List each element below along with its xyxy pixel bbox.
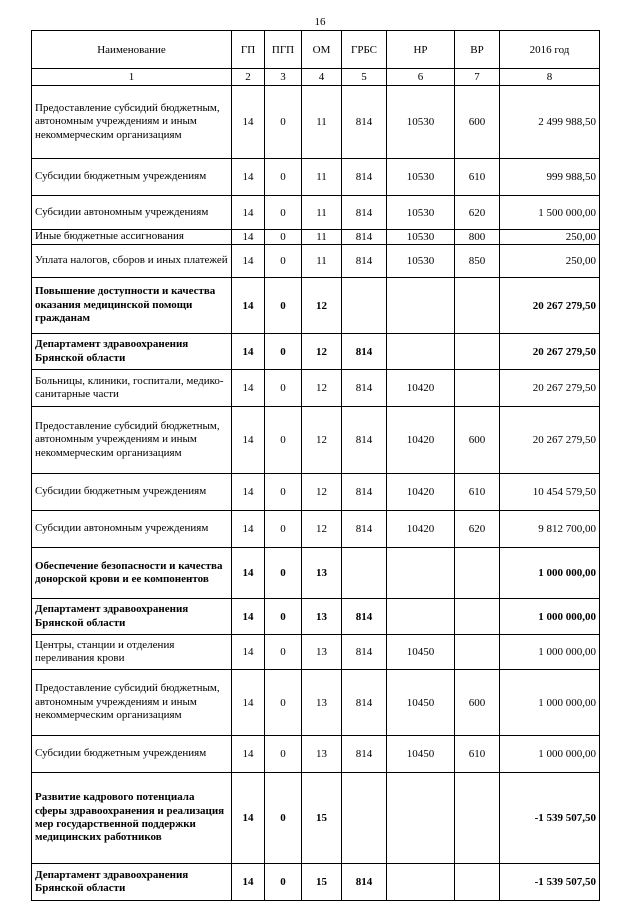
cell-grbs — [342, 278, 387, 334]
header-vr: ВР — [455, 31, 500, 69]
cell-amount: 999 988,50 — [500, 159, 600, 196]
cell-om: 13 — [302, 548, 342, 599]
cell-name: Департамент здравоохранения Брянской области — [32, 864, 232, 901]
cell-om: 11 — [302, 230, 342, 245]
cell-nr: 10420 — [387, 370, 455, 407]
cell-pgp: 0 — [265, 670, 302, 736]
column-number: 1 — [32, 69, 232, 86]
cell-nr — [387, 334, 455, 370]
cell-nr — [387, 278, 455, 334]
cell-nr: 10530 — [387, 230, 455, 245]
table-row — [32, 511, 600, 548]
cell-pgp: 0 — [265, 511, 302, 548]
table-row — [32, 230, 600, 245]
cell-pgp: 0 — [265, 599, 302, 635]
header-om: ОМ — [302, 31, 342, 69]
cell-nr: 10420 — [387, 511, 455, 548]
table-row — [32, 334, 600, 370]
cell-vr: 800 — [455, 230, 500, 245]
column-number: 5 — [342, 69, 387, 86]
cell-grbs: 814 — [342, 245, 387, 278]
cell-vr — [455, 278, 500, 334]
table-row — [32, 635, 600, 670]
cell-vr: 620 — [455, 196, 500, 230]
table-row — [32, 548, 600, 599]
cell-pgp: 0 — [265, 230, 302, 245]
table-row — [32, 864, 600, 901]
cell-name: Развитие кадрового потенциала сферы здравоохранения и реализация мер государственной поддержки медицинских работников — [32, 773, 232, 864]
cell-name: Департамент здравоохранения Брянской области — [32, 334, 232, 370]
cell-amount: 9 812 700,00 — [500, 511, 600, 548]
cell-amount: -1 539 507,50 — [500, 864, 600, 901]
cell-nr — [387, 548, 455, 599]
cell-vr: 600 — [455, 407, 500, 474]
cell-nr: 10450 — [387, 635, 455, 670]
table-row — [32, 196, 600, 230]
cell-om: 11 — [302, 159, 342, 196]
header-nr: НР — [387, 31, 455, 69]
cell-name: Обеспечение безопасности и качества донорской крови и ее компонентов — [32, 548, 232, 599]
cell-name: Больницы, клиники, госпитали, медико-санитарные части — [32, 370, 232, 407]
cell-grbs: 814 — [342, 159, 387, 196]
cell-amount: 20 267 279,50 — [500, 278, 600, 334]
table-row — [32, 736, 600, 773]
cell-om: 12 — [302, 407, 342, 474]
cell-grbs: 814 — [342, 864, 387, 901]
cell-amount: 10 454 579,50 — [500, 474, 600, 511]
cell-gp: 14 — [232, 159, 265, 196]
cell-om: 11 — [302, 86, 342, 159]
cell-pgp: 0 — [265, 278, 302, 334]
page-number: 16 — [314, 16, 326, 28]
cell-grbs: 814 — [342, 334, 387, 370]
table-row — [32, 474, 600, 511]
table-body — [32, 86, 600, 901]
cell-om: 13 — [302, 599, 342, 635]
cell-grbs: 814 — [342, 86, 387, 159]
cell-name: Уплата налогов, сборов и иных платежей — [32, 245, 232, 278]
table-row — [32, 773, 600, 864]
cell-gp: 14 — [232, 864, 265, 901]
cell-amount: 2 499 988,50 — [500, 86, 600, 159]
cell-pgp: 0 — [265, 407, 302, 474]
cell-vr — [455, 334, 500, 370]
table-row — [32, 278, 600, 334]
cell-grbs: 814 — [342, 370, 387, 407]
table-row — [32, 670, 600, 736]
cell-pgp: 0 — [265, 474, 302, 511]
column-number-row — [32, 69, 600, 86]
cell-amount: -1 539 507,50 — [500, 773, 600, 864]
cell-grbs: 814 — [342, 196, 387, 230]
cell-om: 12 — [302, 511, 342, 548]
cell-om: 12 — [302, 278, 342, 334]
cell-name: Предоставление субсидий бюджетным, автономным учреждениям и иным некоммерческим организациям — [32, 407, 232, 474]
cell-pgp: 0 — [265, 370, 302, 407]
cell-nr: 10450 — [387, 736, 455, 773]
cell-pgp: 0 — [265, 334, 302, 370]
column-number: 6 — [387, 69, 455, 86]
table-row — [32, 599, 600, 635]
cell-name: Департамент здравоохранения Брянской области — [32, 599, 232, 635]
cell-gp: 14 — [232, 86, 265, 159]
cell-vr: 610 — [455, 474, 500, 511]
budget-table — [31, 30, 600, 901]
table-row — [32, 370, 600, 407]
table-row — [32, 245, 600, 278]
header-year: 2016 год — [500, 31, 600, 69]
cell-name: Субсидии автономным учреждениям — [32, 196, 232, 230]
cell-grbs: 814 — [342, 474, 387, 511]
cell-om: 15 — [302, 773, 342, 864]
cell-om: 15 — [302, 864, 342, 901]
cell-nr — [387, 599, 455, 635]
cell-amount: 1 000 000,00 — [500, 548, 600, 599]
cell-gp: 14 — [232, 670, 265, 736]
cell-gp: 14 — [232, 599, 265, 635]
cell-pgp: 0 — [265, 159, 302, 196]
cell-om: 12 — [302, 370, 342, 407]
cell-name: Иные бюджетные ассигнования — [32, 230, 232, 245]
cell-nr: 10450 — [387, 670, 455, 736]
cell-gp: 14 — [232, 230, 265, 245]
cell-pgp: 0 — [265, 245, 302, 278]
cell-name: Предоставление субсидий бюджетным, автономным учреждениям и иным некоммерческим организациям — [32, 86, 232, 159]
cell-gp: 14 — [232, 736, 265, 773]
cell-name: Субсидии бюджетным учреждениям — [32, 159, 232, 196]
table-row — [32, 159, 600, 196]
cell-nr: 10420 — [387, 474, 455, 511]
cell-grbs: 814 — [342, 635, 387, 670]
cell-vr — [455, 635, 500, 670]
column-number: 3 — [265, 69, 302, 86]
cell-pgp: 0 — [265, 864, 302, 901]
header-pgp: ПГП — [265, 31, 302, 69]
cell-vr: 610 — [455, 159, 500, 196]
cell-nr: 10530 — [387, 245, 455, 278]
cell-pgp: 0 — [265, 86, 302, 159]
cell-vr — [455, 773, 500, 864]
cell-vr — [455, 599, 500, 635]
cell-pgp: 0 — [265, 196, 302, 230]
cell-grbs: 814 — [342, 230, 387, 245]
cell-om: 11 — [302, 196, 342, 230]
cell-amount: 1 000 000,00 — [500, 670, 600, 736]
cell-grbs — [342, 773, 387, 864]
table-row — [32, 86, 600, 159]
cell-nr: 10420 — [387, 407, 455, 474]
cell-nr: 10530 — [387, 159, 455, 196]
cell-name: Субсидии бюджетным учреждениям — [32, 736, 232, 773]
cell-vr: 850 — [455, 245, 500, 278]
cell-vr — [455, 548, 500, 599]
cell-gp: 14 — [232, 635, 265, 670]
cell-pgp: 0 — [265, 548, 302, 599]
cell-grbs: 814 — [342, 670, 387, 736]
cell-amount: 20 267 279,50 — [500, 334, 600, 370]
cell-name: Предоставление субсидий бюджетным, автономным учреждениям и иным некоммерческим организациям — [32, 670, 232, 736]
cell-gp: 14 — [232, 334, 265, 370]
cell-grbs — [342, 548, 387, 599]
cell-amount: 20 267 279,50 — [500, 407, 600, 474]
header-gp: ГП — [232, 31, 265, 69]
cell-grbs: 814 — [342, 599, 387, 635]
column-number: 8 — [500, 69, 600, 86]
header-row — [32, 31, 600, 69]
cell-vr: 600 — [455, 670, 500, 736]
table-row — [32, 407, 600, 474]
cell-name: Повышение доступности и качества оказания медицинской помощи гражданам — [32, 278, 232, 334]
cell-name: Субсидии бюджетным учреждениям — [32, 474, 232, 511]
cell-vr — [455, 864, 500, 901]
cell-gp: 14 — [232, 196, 265, 230]
column-number: 2 — [232, 69, 265, 86]
cell-gp: 14 — [232, 474, 265, 511]
cell-name: Центры, станции и отделения переливания крови — [32, 635, 232, 670]
cell-nr: 10530 — [387, 196, 455, 230]
cell-gp: 14 — [232, 278, 265, 334]
cell-vr: 610 — [455, 736, 500, 773]
cell-pgp: 0 — [265, 736, 302, 773]
cell-amount: 1 000 000,00 — [500, 635, 600, 670]
cell-grbs: 814 — [342, 736, 387, 773]
cell-pgp: 0 — [265, 635, 302, 670]
cell-gp: 14 — [232, 548, 265, 599]
cell-pgp: 0 — [265, 773, 302, 864]
cell-om: 13 — [302, 670, 342, 736]
cell-nr — [387, 773, 455, 864]
cell-gp: 14 — [232, 245, 265, 278]
cell-vr: 600 — [455, 86, 500, 159]
cell-vr: 620 — [455, 511, 500, 548]
cell-gp: 14 — [232, 370, 265, 407]
cell-amount: 250,00 — [500, 245, 600, 278]
cell-om: 13 — [302, 736, 342, 773]
cell-amount: 1 000 000,00 — [500, 599, 600, 635]
cell-name: Субсидии автономным учреждениям — [32, 511, 232, 548]
cell-amount: 1 000 000,00 — [500, 736, 600, 773]
cell-om: 11 — [302, 245, 342, 278]
cell-om: 12 — [302, 474, 342, 511]
cell-amount: 1 500 000,00 — [500, 196, 600, 230]
header-name: Наименование — [32, 31, 232, 69]
header-grbs: ГРБС — [342, 31, 387, 69]
cell-amount: 250,00 — [500, 230, 600, 245]
column-number: 7 — [455, 69, 500, 86]
cell-gp: 14 — [232, 511, 265, 548]
cell-amount: 20 267 279,50 — [500, 370, 600, 407]
cell-om: 13 — [302, 635, 342, 670]
cell-grbs: 814 — [342, 511, 387, 548]
cell-om: 12 — [302, 334, 342, 370]
cell-nr — [387, 864, 455, 901]
cell-vr — [455, 370, 500, 407]
cell-grbs: 814 — [342, 407, 387, 474]
cell-nr: 10530 — [387, 86, 455, 159]
column-number: 4 — [302, 69, 342, 86]
cell-gp: 14 — [232, 407, 265, 474]
cell-gp: 14 — [232, 773, 265, 864]
